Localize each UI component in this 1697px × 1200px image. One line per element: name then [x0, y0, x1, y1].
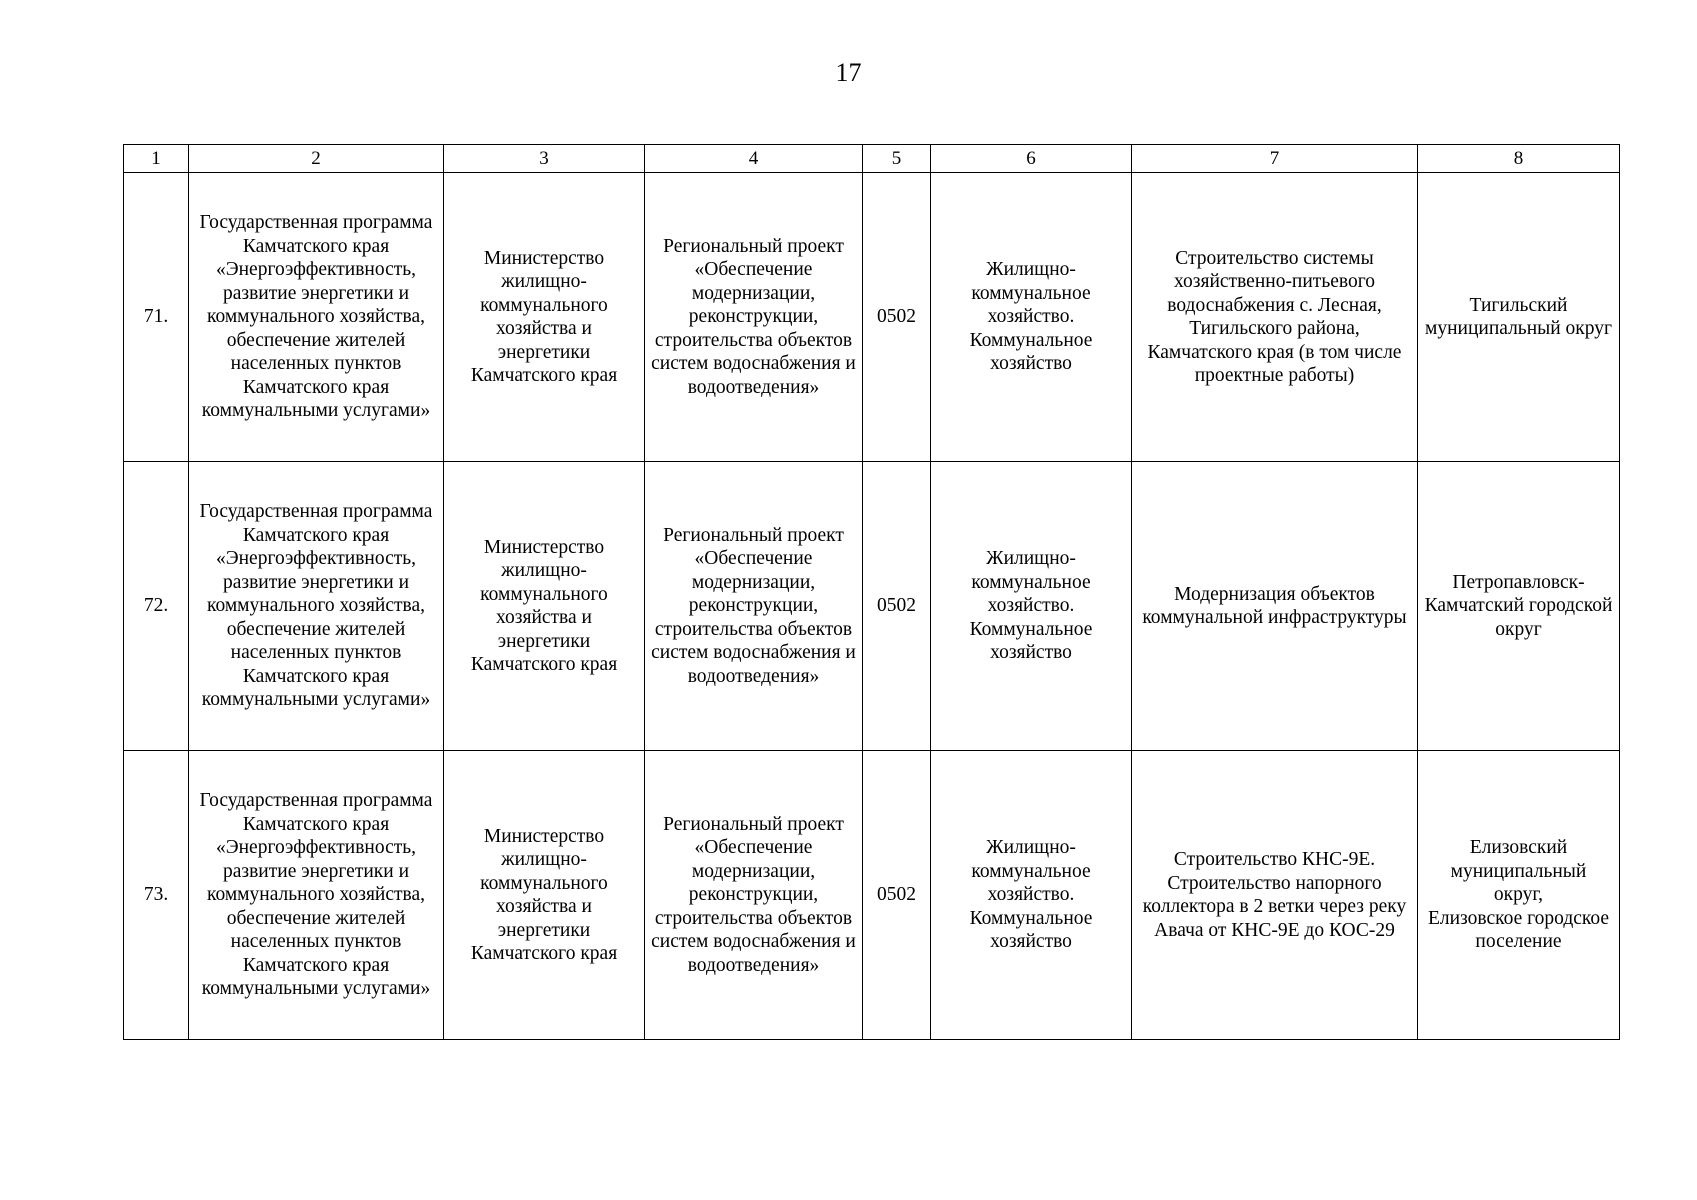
cell-text-line: Жилищно-	[986, 259, 1076, 281]
code-cell: 0502	[863, 751, 931, 1040]
cell-text-line: жилищно-	[501, 560, 587, 581]
column-header: 1	[124, 145, 189, 173]
cell-text-line: хозяйства и	[496, 896, 592, 917]
cell-text-line: Тигильский	[1469, 294, 1568, 316]
cell-text-line: Строительство напорного	[1167, 872, 1382, 894]
cell-text-line: водоотведения»	[687, 954, 820, 976]
cell-text-line: населенных пунктов	[230, 642, 402, 664]
cell-text-line: «Обеспечение	[694, 548, 813, 570]
cell-text-line: коммунального хозяйства,	[206, 595, 426, 617]
cell-text-line: коммунальными услугами»	[201, 978, 431, 1000]
sector-cell	[931, 173, 1132, 462]
cell-text-line: хозяйство	[990, 642, 1072, 664]
cell-text-line: систем водоснабжения и	[651, 931, 856, 953]
object-cell	[1132, 751, 1418, 1040]
cell-text-line: обеспечение жителей	[226, 618, 406, 640]
cell-text-line: Жилищно-	[986, 837, 1076, 859]
table-row	[124, 751, 1620, 1040]
sector-cell	[931, 751, 1132, 1040]
cell-text-line: хозяйства и	[496, 607, 592, 628]
column-header: 4	[645, 145, 863, 173]
cell-text-line: Коммунальное	[969, 329, 1093, 351]
cell-text-line: Камчатский городской	[1424, 595, 1613, 617]
cell-text-line: Строительство КНС-9Е.	[1173, 849, 1376, 870]
cell-text-line: строительства объектов	[654, 618, 853, 640]
project-cell	[645, 751, 863, 1040]
cell-text-line: коммунальное	[971, 860, 1091, 882]
cell-text-line: Камчатского края	[470, 943, 618, 964]
cell-text-line: хозяйство.	[987, 306, 1075, 328]
cell-text-line: коммунальное	[971, 571, 1091, 593]
project-cell	[645, 173, 863, 462]
cell-text-line: жилищно-	[501, 271, 587, 292]
cell-text-line: Жилищно-	[986, 548, 1076, 570]
cell-text-line: населенных пунктов	[230, 931, 402, 953]
column-header: 8	[1418, 145, 1620, 173]
cell-text-line: Государственная программа	[199, 212, 433, 234]
cell-text-line: строительства объектов	[654, 907, 853, 929]
object-cell	[1132, 173, 1418, 462]
cell-text-line: водоотведения»	[687, 376, 820, 398]
cell-text-line: реконструкции,	[688, 884, 819, 906]
cell-text-line: коммунальными услугами»	[201, 400, 431, 422]
cell-text-line: Камчатского края	[242, 235, 390, 257]
code-cell: 0502	[863, 462, 931, 751]
cell-text-line: развитие энергетики и	[222, 860, 410, 882]
cell-text-line: хозяйство.	[987, 884, 1075, 906]
cell-text-line: населенных пунктов	[230, 353, 402, 375]
cell-text-line: коммунальное	[971, 282, 1091, 304]
municipality-cell	[1418, 751, 1620, 1040]
cell-text-line: коммунального	[480, 872, 608, 894]
cell-text-line: Тигильского района,	[1189, 318, 1360, 339]
cell-text-line: хозяйственно-питьевого	[1174, 271, 1375, 292]
cell-text-line: модернизации,	[691, 860, 816, 882]
cell-text-line: «Обеспечение	[694, 837, 813, 859]
cell-text-line: Петропавловск-	[1452, 571, 1585, 593]
cell-text-line: Камчатского края	[470, 654, 618, 675]
cell-text-line: коммунального	[480, 294, 608, 316]
cell-text-line: энергетики	[497, 341, 591, 363]
cell-text-line: «Энергоэффективность,	[215, 837, 417, 859]
cell-text-line: водоснабжения с. Лесная,	[1167, 294, 1382, 316]
cell-text-line: Государственная программа	[199, 790, 433, 812]
cell-text-line: Камчатского края	[242, 813, 390, 835]
municipality-cell	[1418, 462, 1620, 751]
cell-text-line: хозяйство	[990, 353, 1072, 375]
cell-text-line: Министерство	[483, 825, 605, 847]
cell-text-line: «Энергоэффективность,	[215, 548, 417, 570]
cell-text-line: модернизации,	[691, 282, 816, 304]
header-row	[124, 145, 1620, 173]
cell-text-line: энергетики	[497, 919, 591, 941]
cell-text-line: Коммунальное	[969, 907, 1093, 929]
column-header: 7	[1132, 145, 1418, 173]
cell-text-line: систем водоснабжения и	[651, 642, 856, 664]
ministry-cell	[444, 462, 645, 751]
data-table	[123, 144, 1620, 1040]
column-header: 3	[444, 145, 645, 173]
cell-text-line: коммунальными услугами»	[201, 689, 431, 711]
cell-text-line: проектные работы)	[1194, 365, 1355, 386]
cell-text-line: муниципальный округ	[1424, 318, 1613, 339]
cell-text-line: муниципальный	[1450, 860, 1587, 882]
object-cell	[1132, 462, 1418, 751]
cell-text-line: Камчатского края	[242, 665, 390, 687]
cell-text-line: Камчатского края	[242, 954, 390, 976]
cell-text-line: Региональный проект	[663, 235, 844, 257]
cell-text-line: Камчатского края	[470, 365, 618, 386]
cell-text-line: Елизовское городское	[1427, 907, 1610, 929]
cell-text-line: Камчатского края	[242, 524, 390, 546]
cell-text-line: Региональный проект	[663, 813, 844, 835]
cell-text-line: Государственная программа	[199, 501, 433, 523]
program-cell	[189, 462, 444, 751]
cell-text-line: строительства объектов	[654, 329, 853, 351]
cell-text-line: обеспечение жителей	[226, 329, 406, 351]
page-number: 17	[835, 58, 862, 87]
cell-text-line: коммунальной инфраструктуры	[1142, 607, 1407, 628]
column-header: 6	[931, 145, 1132, 173]
table-row	[124, 173, 1620, 462]
cell-text-line: Коммунальное	[969, 618, 1093, 640]
program-cell	[189, 751, 444, 1040]
cell-text-line: реконструкции,	[688, 595, 819, 617]
cell-text-line: Министерство	[483, 536, 605, 558]
cell-text-line: Авача от КНС-9Е до КОС-29	[1154, 919, 1395, 941]
cell-text-line: «Обеспечение	[694, 259, 813, 281]
cell-text-line: Модернизация объектов	[1174, 583, 1375, 605]
cell-text-line: реконструкции,	[688, 306, 819, 328]
cell-text-line: обеспечение жителей	[226, 907, 406, 929]
cell-text-line: хозяйство	[990, 931, 1072, 953]
code-cell: 0502	[863, 173, 931, 462]
column-header: 2	[189, 145, 444, 173]
cell-text-line: округ,	[1493, 884, 1544, 906]
cell-text-line: водоотведения»	[687, 665, 820, 687]
row-number-cell: 72.	[124, 462, 189, 751]
ministry-cell	[444, 173, 645, 462]
cell-text-line: энергетики	[497, 630, 591, 652]
cell-text-line: поселение	[1475, 931, 1562, 953]
sector-cell	[931, 462, 1132, 751]
cell-text-line: Региональный проект	[663, 524, 844, 546]
cell-text-line: Камчатского края (в том числе	[1147, 341, 1402, 363]
ministry-cell	[444, 751, 645, 1040]
cell-text-line: систем водоснабжения и	[651, 353, 856, 375]
column-header: 5	[863, 145, 931, 173]
cell-text-line: хозяйства и	[496, 318, 592, 339]
cell-text-line: коммунального	[480, 583, 608, 605]
cell-text-line: «Энергоэффективность,	[215, 259, 417, 281]
cell-text-line: хозяйство.	[987, 595, 1075, 617]
table-row	[124, 462, 1620, 751]
cell-text-line: Министерство	[483, 247, 605, 269]
row-number-cell: 73.	[124, 751, 189, 1040]
row-number-cell: 71.	[124, 173, 189, 462]
cell-text-line: жилищно-	[501, 849, 587, 870]
cell-text-line: округ	[1495, 618, 1542, 640]
cell-text-line: коммунального хозяйства,	[206, 884, 426, 906]
cell-text-line: коллектора в 2 ветки через реку	[1142, 896, 1407, 917]
cell-text-line: развитие энергетики и	[222, 282, 410, 304]
program-cell	[189, 173, 444, 462]
cell-text-line: коммунального хозяйства,	[206, 306, 426, 328]
cell-text-line: Камчатского края	[242, 376, 390, 398]
cell-text-line: Елизовский	[1469, 837, 1568, 859]
municipality-cell	[1418, 173, 1620, 462]
cell-text-line: развитие энергетики и	[222, 571, 410, 593]
project-cell	[645, 462, 863, 751]
cell-text-line: Строительство системы	[1175, 247, 1374, 269]
cell-text-line: модернизации,	[691, 571, 816, 593]
